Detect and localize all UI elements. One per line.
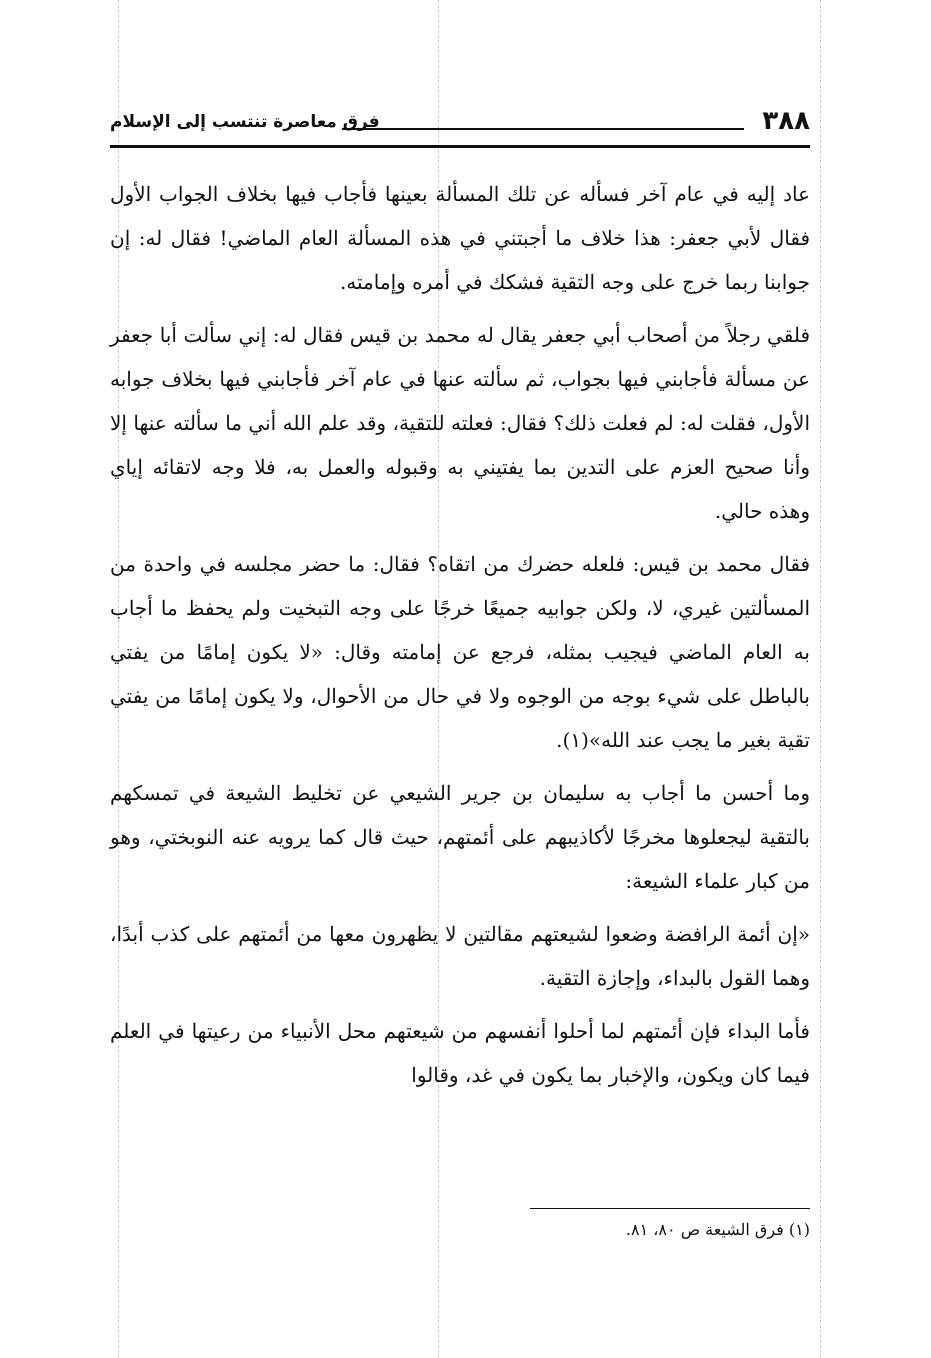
footnote-rule [530, 1208, 810, 1209]
paragraph: فأما البداء فإن أئمتهم لما أحلوا أنفسهم من شيعتهم محل الأنبياء من رعيتها في العلم فيما كان ويكون، والإخبار بما يكون في غد، وقالوا [110, 1019, 810, 1087]
footnote: (١) فرق الشيعة ص ٨٠، ٨١. [625, 1220, 810, 1239]
paragraph: فقال محمد بن قيس: فلعله حضرك من اتقاه؟ فقال: ما حضر مجلسه في واحدة من المسألتين غيري، لا، ولكن جوابيه جميعًا خرجًا على وجه التبخيت ولم يحفظ ما أجاب به العام الماضي فيجيب بمثله، فرجع عن إمامته وقال: «لا يكون إمامًا من يفتي بالباطل على شيء بوجه من الوجوه ولا في حال من الأحوال، ولا يكون إمامًا من يفتي تقية بغير ما يجب عند الله»(١). [110, 552, 810, 752]
paragraph: عاد إليه في عام آخر فسأله عن تلك المسألة بعينها فأجاب فيها بخلاف الجواب الأول فقال لأبي جعفر: هذا خلاف ما أجبتني في هذه المسألة العام الماضي! فقال له: إن جوابنا ربما خرج على وجه التقية فشكك في أمره وإمامته. [110, 182, 810, 294]
page-number: ٣٨٨ [762, 106, 810, 136]
book-page [110, 100, 810, 1340]
paragraph: فلقي رجلاً من أصحاب أبي جعفر يقال له محمد بن قيس فقال له: إني سألت أبا جعفر عن مسألة فأجابني فيها بجواب، ثم سألته عنها في عام آخر فأجابني فيها بخلاف جوابه الأول، فقلت له: لم فعلت ذلك؟ فقال: فعلته للتقية، وقد علم الله أني ما سألته عنها إلا وأنا صحيح العزم على التدين بما يفتيني به وقبوله والعمل به، فلا وجه لاتقائه إياي وهذه حالي. [110, 323, 810, 523]
body-text [110, 172, 810, 1106]
paragraph: «إن أئمة الرافضة وضعوا لشيعتهم مقالتين لا يظهرون معها من أئمتهم على كذب أبدًا، وهما القول بالبداء، وإجازة التقية. [110, 922, 810, 990]
running-header [110, 108, 810, 142]
header-rule [342, 128, 744, 130]
paragraph: وما أحسن ما أجاب به سليمان بن جرير الشيعي عن تخليط الشيعة في تمسكهم بالتقية ليجعلوها مخرجًا لأكاذيبهم على أئمتهم، حيث قال كما يرويه عنه النوبختي، وهو من كبار علماء الشيعة: [110, 781, 810, 893]
scan-guide-line [820, 0, 821, 1358]
running-title: فرق معاصرة تنتسب إلى الإسلام [110, 112, 380, 132]
header-divider [110, 145, 810, 148]
